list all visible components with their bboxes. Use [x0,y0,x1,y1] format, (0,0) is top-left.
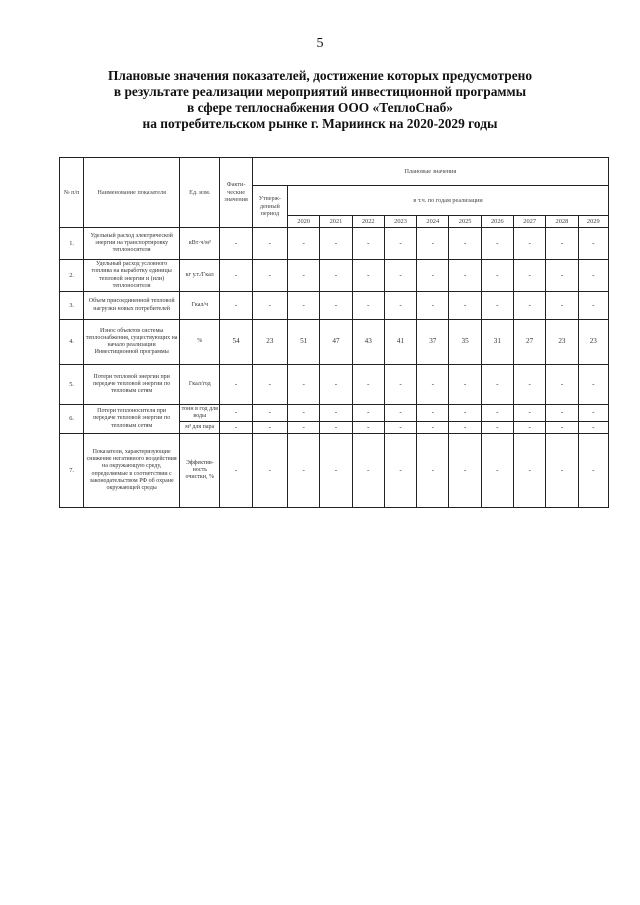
value-cell: - [449,405,481,422]
value-cell: 54 [220,320,252,365]
value-cell: 43 [352,320,384,365]
table-row [60,434,609,508]
value-cell: - [578,365,608,405]
value-cell: 37 [417,320,449,365]
title-line: в результате реализации мероприятий инвестиционной программы [113,84,527,99]
value-cell: - [288,422,320,434]
value-cell: - [481,365,513,405]
value-cell: 47 [320,320,352,365]
value-cell: - [546,228,578,260]
table-row [60,228,609,260]
table-row [60,405,609,422]
unit-cell: Гкал/год [180,365,220,405]
title-line: Плановые значения показателей, достижение которых предусмотрено [107,68,533,83]
unit-cell: Гкал/ч [180,292,220,320]
value-cell: - [417,228,449,260]
value-cell: - [352,422,384,434]
row-number: 1. [60,228,84,260]
header-year: 2022 [352,216,384,228]
value-cell: 31 [481,320,513,365]
header-num: № п/п [60,158,84,228]
header-name: Наименование показателя [84,158,180,228]
value-cell: - [220,260,252,292]
unit-cell: тонн в год для воды [180,405,220,422]
header-year: 2024 [417,216,449,228]
value-cell: - [220,228,252,260]
table-row [60,365,609,405]
row-number: 5. [60,365,84,405]
value-cell: - [220,405,252,422]
value-cell: - [320,260,352,292]
value-cell: - [546,434,578,508]
row-number: 7. [60,434,84,508]
indicator-name: Удельный расход условного топлива на выработку единицы тепловой энергии и (или) теплоносителя [84,260,180,292]
indicator-name: Объем присоединенной тепловой нагрузки новых потребителей [84,292,180,320]
value-cell: 23 [252,320,287,365]
header-year: 2021 [320,216,352,228]
value-cell: - [252,292,287,320]
header-year: 2028 [546,216,578,228]
value-cell: - [417,260,449,292]
value-cell: - [417,422,449,434]
value-cell: - [288,292,320,320]
row-number: 2. [60,260,84,292]
row-number: 6. [60,405,84,434]
value-cell: - [578,422,608,434]
value-cell: - [578,434,608,508]
header-planned: Плановые значения [252,158,608,186]
document-title [60,68,580,132]
value-cell: - [352,405,384,422]
value-cell: - [288,405,320,422]
value-cell: - [220,422,252,434]
value-cell: - [352,434,384,508]
value-cell: 23 [546,320,578,365]
value-cell: - [546,260,578,292]
value-cell: - [449,434,481,508]
value-cell: - [320,365,352,405]
value-cell: - [481,260,513,292]
value-cell: 41 [384,320,416,365]
value-cell: - [481,434,513,508]
indicators-table [59,157,609,508]
value-cell: - [352,292,384,320]
value-cell: - [514,422,546,434]
value-cell: 35 [449,320,481,365]
unit-cell: Эффектив-ность очистки, % [180,434,220,508]
value-cell: - [514,405,546,422]
table-row [60,260,609,292]
value-cell: - [514,260,546,292]
value-cell: 27 [514,320,546,365]
value-cell: - [320,292,352,320]
value-cell: - [384,260,416,292]
table-row [60,320,609,365]
indicator-name: Показатели, характеризующие снижение негативного воздействия на окружающую среду, определяемые в соответствии с законодательством РФ об охране окружающей среды [84,434,180,508]
value-cell: - [384,422,416,434]
value-cell: - [417,365,449,405]
value-cell: - [252,405,287,422]
value-cell: - [320,405,352,422]
value-cell: - [288,228,320,260]
unit-cell: кВт·ч/м³ [180,228,220,260]
value-cell: - [578,228,608,260]
value-cell: - [449,365,481,405]
row-number: 4. [60,320,84,365]
value-cell: - [320,422,352,434]
value-cell: - [514,434,546,508]
value-cell: - [352,228,384,260]
value-cell: - [578,260,608,292]
table-row [60,292,609,320]
header-by-years: в т.ч. по годам реализации [288,186,609,216]
value-cell: - [220,434,252,508]
value-cell: - [546,292,578,320]
value-cell: - [220,292,252,320]
value-cell: - [449,422,481,434]
value-cell: - [481,422,513,434]
indicator-name: Износ объектов системы теплоснабжения, существующих на начало реализации Инвестиционной программы [84,320,180,365]
value-cell: - [417,405,449,422]
page-number: 5 [316,36,324,51]
value-cell: - [449,292,481,320]
value-cell: - [252,260,287,292]
header-approved: Утверж-денный период [252,186,287,228]
unit-cell: кг у.т./Гкал [180,260,220,292]
value-cell: - [514,292,546,320]
indicator-name: Потери теплоносителя при передаче тепловой энергии по тепловым сетям [84,405,180,434]
value-cell: - [252,434,287,508]
value-cell: - [288,434,320,508]
value-cell: - [384,405,416,422]
header-year: 2023 [384,216,416,228]
value-cell: - [417,292,449,320]
header-year: 2027 [514,216,546,228]
value-cell: - [288,260,320,292]
value-cell: - [578,292,608,320]
title-line: на потребительском рынке г. Мариинск на 2020-2029 годы [142,116,498,131]
value-cell: - [220,365,252,405]
value-cell: 51 [288,320,320,365]
value-cell: - [352,260,384,292]
value-cell: - [417,434,449,508]
value-cell: - [252,365,287,405]
value-cell: - [252,228,287,260]
value-cell: - [578,405,608,422]
indicator-name: Удельный расход электрической энергии на транспортировку теплоносителя [84,228,180,260]
value-cell: - [288,365,320,405]
value-cell: - [514,228,546,260]
row-number: 3. [60,292,84,320]
header-unit: Ед. изм. [180,158,220,228]
unit-cell: % [180,320,220,365]
value-cell: - [546,405,578,422]
header-year: 2020 [288,216,320,228]
value-cell: - [384,365,416,405]
value-cell: - [481,292,513,320]
value-cell: - [252,422,287,434]
value-cell: - [352,365,384,405]
value-cell: - [384,228,416,260]
unit-cell: м³ для пара [180,422,220,434]
value-cell: - [449,260,481,292]
value-cell: - [481,405,513,422]
value-cell: - [546,365,578,405]
value-cell: - [320,228,352,260]
value-cell: - [384,292,416,320]
value-cell: 23 [578,320,608,365]
header-actual: Факти-ческие значения [220,158,252,228]
header-year: 2029 [578,216,608,228]
header-year: 2025 [449,216,481,228]
value-cell: - [514,365,546,405]
indicator-name: Потери тепловой энергии при передаче тепловой энергии по тепловым сетям [84,365,180,405]
value-cell: - [449,228,481,260]
title-line: в сфере теплоснабжения ООО «ТеплоСнаб» [186,100,453,115]
value-cell: - [320,434,352,508]
value-cell: - [481,228,513,260]
value-cell: - [384,434,416,508]
header-year: 2026 [481,216,513,228]
value-cell: - [546,422,578,434]
